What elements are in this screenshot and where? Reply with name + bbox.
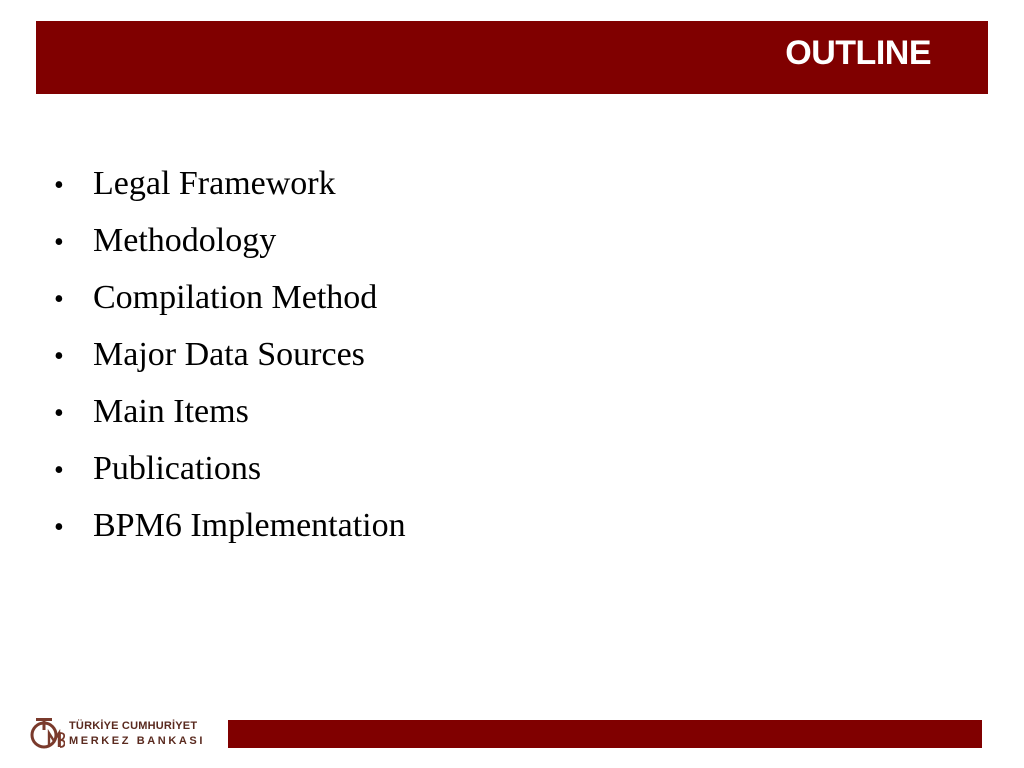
bullet-text: Main Items [93, 393, 249, 430]
bullet-text: Major Data Sources [93, 336, 365, 373]
bullet-list [54, 155, 406, 554]
bullet-text: Legal Framework [93, 165, 336, 202]
list-item [54, 383, 406, 440]
title-banner [36, 21, 988, 94]
bullet-icon: • [54, 284, 64, 315]
logo-text-line1: TÜRKİYE CUMHURİYET [69, 720, 198, 732]
list-item [54, 155, 406, 212]
list-item [54, 269, 406, 326]
logo-text-line2: MERKEZ BANKASI [69, 735, 206, 747]
bullet-icon: • [54, 227, 64, 258]
bullet-icon: • [54, 398, 64, 429]
slide-title: OUTLINE [785, 34, 931, 72]
bullet-icon: • [54, 170, 64, 201]
list-item [54, 326, 406, 383]
bullet-text: Methodology [93, 222, 277, 259]
bullet-icon: • [54, 455, 64, 486]
tcmb-emblem-icon [27, 714, 65, 752]
list-item [54, 497, 406, 554]
bullet-text: BPM6 Implementation [93, 507, 406, 544]
tcmb-logo [27, 714, 206, 754]
list-item [54, 440, 406, 497]
bullet-icon: • [54, 512, 64, 543]
footer-bar [228, 720, 982, 748]
bullet-text: Publications [93, 450, 262, 487]
list-item [54, 212, 406, 269]
bullet-text: Compilation Method [93, 279, 378, 316]
bullet-icon: • [54, 341, 64, 372]
